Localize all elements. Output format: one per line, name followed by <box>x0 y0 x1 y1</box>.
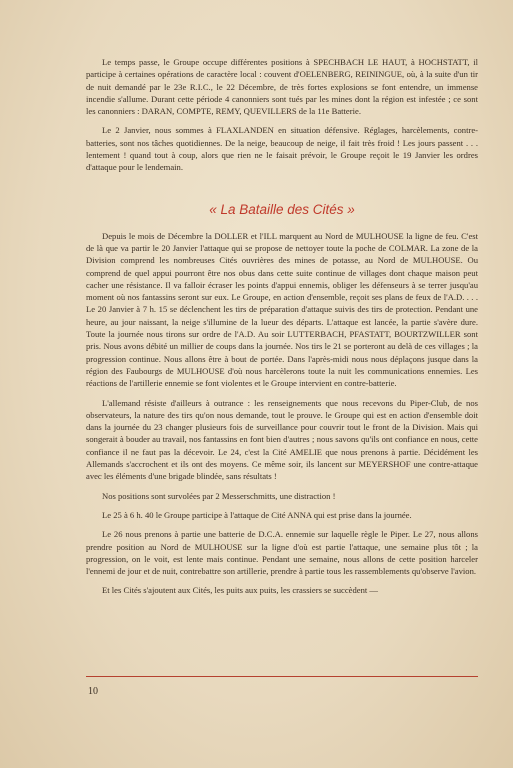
page-body <box>86 56 478 597</box>
paragraph: Depuis le mois de Décembre la DOLLER et l'ILL marquent au Nord de MULHOUSE la ligne de feu. C'est de là que va partir le 20 Janvier l'attaque qui se propose de nettoyer toute la poche de COLMAR. La zone de la Division comprend les nombreuses Cités ouvrières des mines de potasse, au Nord de MULHOUSE. Ou comprend de quel appui pourront être nos obus dans cette suite continue de villages dont chaque maison peut cacher une résistance. Il va falloir écraser les points d'appui ennemis, obliger les défenseurs à se terrer jusqu'au moment où nos fantassins seront sur eux. Le Groupe, en action d'ensemble, reçoit ses plans de feux de l'A.D. . . . Le 20 Janvier à 7 h. 15 se déclenchent les tirs de préparation d'attaque suivis des tirs de protection. Pendant une heure, au jour naissant, la neige s'illumine de la lueur des départs. L'attaque est lancée, la partie s'avère dure. Toute la journée nous tirons sur ordre de l'A.D. Au soir LUTTERBACH, PFASTATT, BOURTZWILLER sont pris. Nous avons débité un millier de coups dans la journée. Nos tirs le 21 se porteront au delà de ces villages ; la progression continue. Nous allons être à bout de portée. Dans l'après-midi nous nous déplaçons jusque dans la région des Faubourgs de MULHOUSE d'où nous harcèlerons toute la nuit les communications ennemies. Les réactions de l'artillerie ennemie se font violentes et le Groupe intervient en contre-batterie. <box>86 230 478 389</box>
paragraph: Le temps passe, le Groupe occupe différentes positions à SPECHBACH LE HAUT, à HOCHSTATT, il participe à certaines opérations de caractère local : couvent d'OELENBERG, REININGUE, où, à la suite d'un tir de nuit demandé par le 23e R.I.C., le 22 Décembre, de très fortes explosions se font entendre, un immense incendie s'allume. Durant cette période 4 canonniers sont tués par les mines dont la région est infestée ; ce sont les canonniers : DARAN, COMPTE, REMY, QUEVILLERS de la 11e Batterie. <box>86 57 478 117</box>
paragraph: Nos positions sont survolées par 2 Messerschmitts, une distraction ! <box>102 490 336 501</box>
paragraph: Le 2 Janvier, nous sommes à FLAXLANDEN en situation défensive. Réglages, harcèlements, contre-batteries, sont nos tâches quotidiennes. De la neige, beaucoup de neige, il fait très froid ! Les jours passent . . . lentement ! quand tout à coup, alors que rien ne le faisait prévoir, le Groupe reçoit le 19 Janvier les ordres d'attaque pour le lendemain. <box>86 125 478 173</box>
footer-rule <box>86 676 478 677</box>
paragraph: Le 25 à 6 h. 40 le Groupe participe à l'attaque de Cité ANNA qui est prise dans la journée. <box>102 509 412 520</box>
page-number: 10 <box>88 686 98 697</box>
paragraph: L'allemand résiste d'ailleurs à outrance : les renseignements que nous recevons du Piper-Club, de nos observateurs, la nature des tirs qu'on nous demande, tout le prouve. le Groupe qui est en action d'ensemble doit dans la journée du 23 changer plusieurs fois de surveillance pour couvrir tout le front de la Division. Mais qui songerait à bouder au travail, nos fantassins en font bien d'autres ; nous savons qu'ils ont confiance en nous, cette confiance il ne faut pas la décevoir. Le 24, c'est la Cité AMELIE que nous prenons à partie. Décidément les Allemands s'accrochent et ils ont des moyens. Ce même soir, ils lancent sur MEYERSHOF une contre-attaque avec les éléments d'une brigade blindée, sans résultats ! <box>86 397 478 482</box>
paragraph: Et les Cités s'ajoutent aux Cités, les puits aux puits, les crassiers se succèdent — <box>102 585 379 596</box>
paragraph: Le 26 nous prenons à partie une batterie de D.C.A. ennemie sur laquelle règle le Piper. Le 27, nous allons prendre position au Nord de MULHOUSE sur la ligne d'où est partie l'attaque, une semaine plus tôt ; la progression, on le voit, est lente mais continue. Pendant une semaine, nous allons de cette position harceler l'ennemi de jour et de nuit, contrebattre son artillerie, prendre à partie tous les rassemblements qu'observe l'avion. <box>86 529 478 577</box>
section-heading: « La Bataille des Cités » <box>209 201 355 217</box>
